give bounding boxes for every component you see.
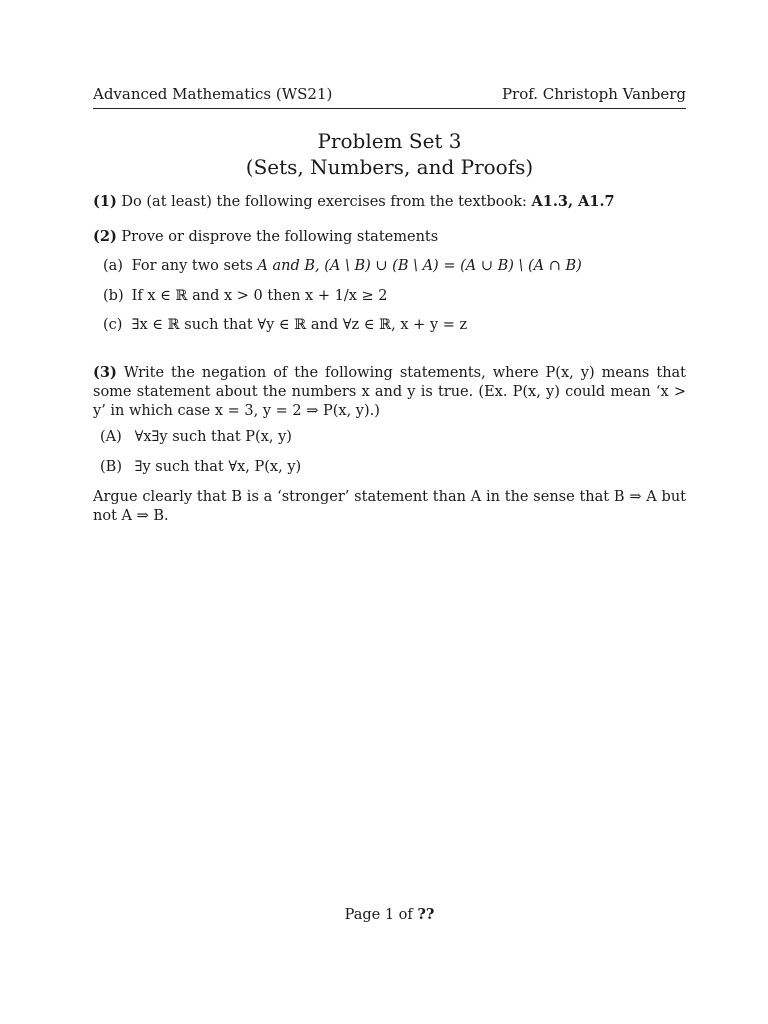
item-label: (c) [103, 317, 123, 333]
header-rule [93, 108, 686, 109]
problem-2 [93, 228, 438, 245]
instructor-name: Prof. Christoph Vanberg [501, 85, 686, 103]
problem-2c [103, 317, 467, 333]
course-title: Advanced Mathematics (WS21) [93, 85, 333, 103]
item-text: ∀x∃y such that P(x, y) [134, 429, 292, 445]
problem-2-text: Prove or disprove the following statements [121, 229, 439, 245]
problem-3 [93, 363, 686, 421]
item-text: If x ∈ ℝ and x > 0 then x + 1/x ≥ 2 [131, 288, 388, 304]
problem-2b [103, 288, 387, 304]
item-label: (B) [100, 459, 122, 475]
problem-1-number: (1) [93, 193, 117, 210]
page-total: ?? [417, 906, 435, 923]
item-text: ∃y such that ∀x, P(x, y) [134, 459, 302, 475]
problem-3-closing: Argue clearly that B is a ‘stronger’ statement than A in the sense that B ⇒ A but not A ⇒ B. [93, 489, 686, 524]
page-footer [93, 906, 686, 923]
title-line-2: (Sets, Numbers, and Proofs) [245, 155, 534, 179]
item-label: (b) [103, 288, 124, 304]
item-text: ∃x ∈ ℝ such that ∀y ∈ ℝ and ∀z ∈ ℝ, x + y = z [131, 317, 468, 333]
problem-2-number: (2) [93, 228, 117, 245]
problem-3-number: (3) [93, 364, 117, 381]
title-line-1: Problem Set 3 [317, 129, 462, 153]
page-number-prefix: Page 1 of [344, 907, 418, 923]
item-label: (a) [103, 258, 123, 274]
item-label: (A) [100, 429, 122, 445]
problem-1 [93, 193, 615, 210]
problem-3a [100, 429, 292, 445]
item-text: For any two sets [131, 258, 253, 274]
problem-3-text: Write the negation of the following statements, where P(x, y) means that some statement about the numbers x and y is true. (Ex. P(x, y) could mean ‘x > y’ in which case x = 3, y = 2 ⇒ P(x, y).) [93, 365, 687, 419]
page-header [93, 85, 686, 107]
problem-3b [100, 459, 301, 475]
item-math: A and B, (A \ B) ∪ (B \ A) = (A ∪ B) \ (A ∩ B) [257, 258, 582, 274]
page-title [93, 128, 686, 180]
problem-1-text: Do (at least) the following exercises from the textbook: [121, 194, 527, 210]
problem-2a [103, 258, 582, 274]
problem-1-exercises: A1.3, A1.7 [531, 193, 615, 210]
